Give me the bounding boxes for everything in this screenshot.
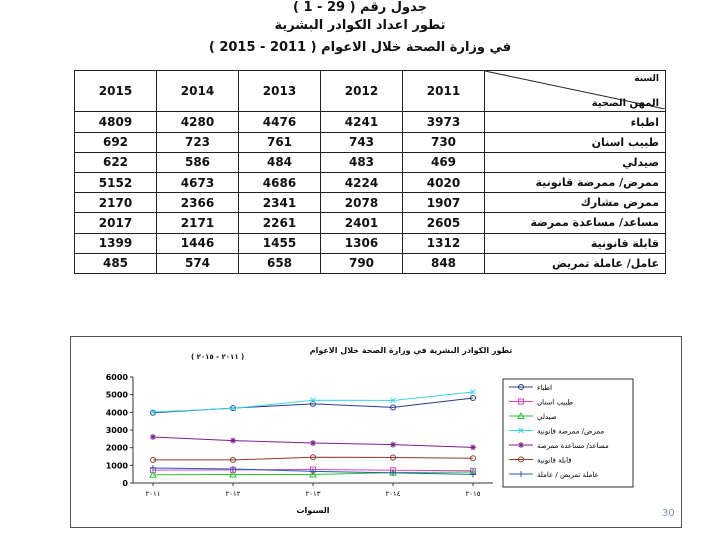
table-cell: 4020 [403,173,485,193]
table-header-row [75,71,666,112]
table-cell: 730 [403,132,485,152]
table-cell: 485 [75,253,157,273]
table-cell: 469 [403,152,485,172]
table-cell: 2605 [403,213,485,233]
table-row [75,213,666,233]
legend-item: مساعد/ مساعدة ممرضة [537,442,609,450]
chart-title: تطور الكوادر البشرية في وزارة الصحة خلال الاعوام [309,346,513,355]
profession-label: ممرض مشارك [485,193,666,213]
table-cell: 2171 [157,213,239,233]
year-header: 2014 [157,71,239,112]
x-tick-label: ٢٠١٣ [305,490,321,498]
data-point [390,442,396,448]
table-cell: 1306 [321,233,403,253]
y-tick-label: 1000 [105,461,128,471]
table-cell: 658 [239,253,321,273]
line-chart-frame [70,336,682,528]
table-cell: 5152 [75,173,157,193]
legend-item: قابلة قانونية [537,456,572,465]
data-table [74,70,666,274]
table-cell: 1312 [403,233,485,253]
table-cell: 574 [157,253,239,273]
table-cell: 2341 [239,193,321,213]
profession-label: اطباء [485,112,666,132]
table-cell: 484 [239,152,321,172]
data-point [230,438,236,444]
table-cell: 4280 [157,112,239,132]
profession-label: ممرض/ ممرضة قانونية [485,173,666,193]
table-cell: 848 [403,253,485,273]
x-axis-label: السنوات [296,506,330,515]
table-cell: 4809 [75,112,157,132]
y-tick-label: 3000 [105,426,128,435]
table-cell: 4241 [321,112,403,132]
corner-year-label: السنة [634,74,659,84]
legend-item: عاملة تمريض / عاملة [537,471,599,479]
table-cell: 723 [157,132,239,152]
line-chart [71,337,681,527]
table-number: جدول رقم ( 29 - 1 ) [292,0,427,15]
legend-item: صيدلي [537,413,557,421]
table-row [75,173,666,193]
x-tick-label: ٢٠١١ [145,490,161,498]
y-tick-label: 6000 [105,373,128,382]
profession-label: مساعد/ مساعدة ممرضة [485,213,666,233]
data-point [518,442,524,448]
table-cell: 483 [321,152,403,172]
profession-label: عامل/ عاملة تمريض [485,253,666,273]
table-row [75,152,666,172]
chart-subtitle: ( ٢٠١١ - ٢٠١٥ ) [191,353,245,361]
data-point [150,434,156,440]
profession-label: قابلة قانونية [485,233,666,253]
profession-label: طبيب اسنان [485,132,666,152]
corner-profession-label: المهن الصحية [591,98,659,110]
year-header: 2013 [239,71,321,112]
table-cell: 692 [75,132,157,152]
legend-item: طبيب اسنان [537,398,574,407]
table-cell: 1446 [157,233,239,253]
profession-label: صيدلي [485,152,666,172]
table-cell: 1399 [75,233,157,253]
table-cell: 4686 [239,173,321,193]
table-cell: 2261 [239,213,321,233]
x-tick-label: ٢٠١٥ [465,490,481,498]
legend-item: اطباء [537,384,553,392]
x-tick-label: ٢٠١٤ [385,490,401,498]
table-row [75,233,666,253]
data-point [470,444,476,450]
table-cell: 586 [157,152,239,172]
table-cell: 2366 [157,193,239,213]
year-header: 2012 [321,71,403,112]
table-cell: 4673 [157,173,239,193]
data-point [310,440,316,446]
table-cell: 4224 [321,173,403,193]
x-tick-label: ٢٠١٢ [225,490,241,498]
year-header: 2015 [75,71,157,112]
table-subtitle: في وزارة الصحة خلال الاعوام ( 2011 - 2015 ) [208,40,512,55]
y-tick-label: 2000 [105,443,128,453]
table-cell: 2078 [321,193,403,213]
y-tick-label: 4000 [105,408,128,418]
table-row [75,132,666,152]
table-row [75,112,666,132]
series-line [153,392,473,412]
year-header: 2011 [403,71,485,112]
table-row [75,253,666,273]
page-number: 30 [662,508,675,519]
y-tick-label: 0 [122,479,128,488]
legend-item: ممرض/ ممرضة قانونية [537,427,605,436]
table-cell: 622 [75,152,157,172]
table-title: تطور اعداد الكوادر البشرية [274,18,446,33]
y-tick-label: 5000 [105,390,128,400]
table-cell: 2170 [75,193,157,213]
table-cell: 743 [321,132,403,152]
table-cell: 2401 [321,213,403,233]
table-cell: 4476 [239,112,321,132]
table-cell: 3973 [403,112,485,132]
corner-header-cell [485,71,666,112]
table-cell: 790 [321,253,403,273]
table-cell: 2017 [75,213,157,233]
table-cell: 761 [239,132,321,152]
table-cell: 1455 [239,233,321,253]
table-cell: 1907 [403,193,485,213]
table-row [75,193,666,213]
